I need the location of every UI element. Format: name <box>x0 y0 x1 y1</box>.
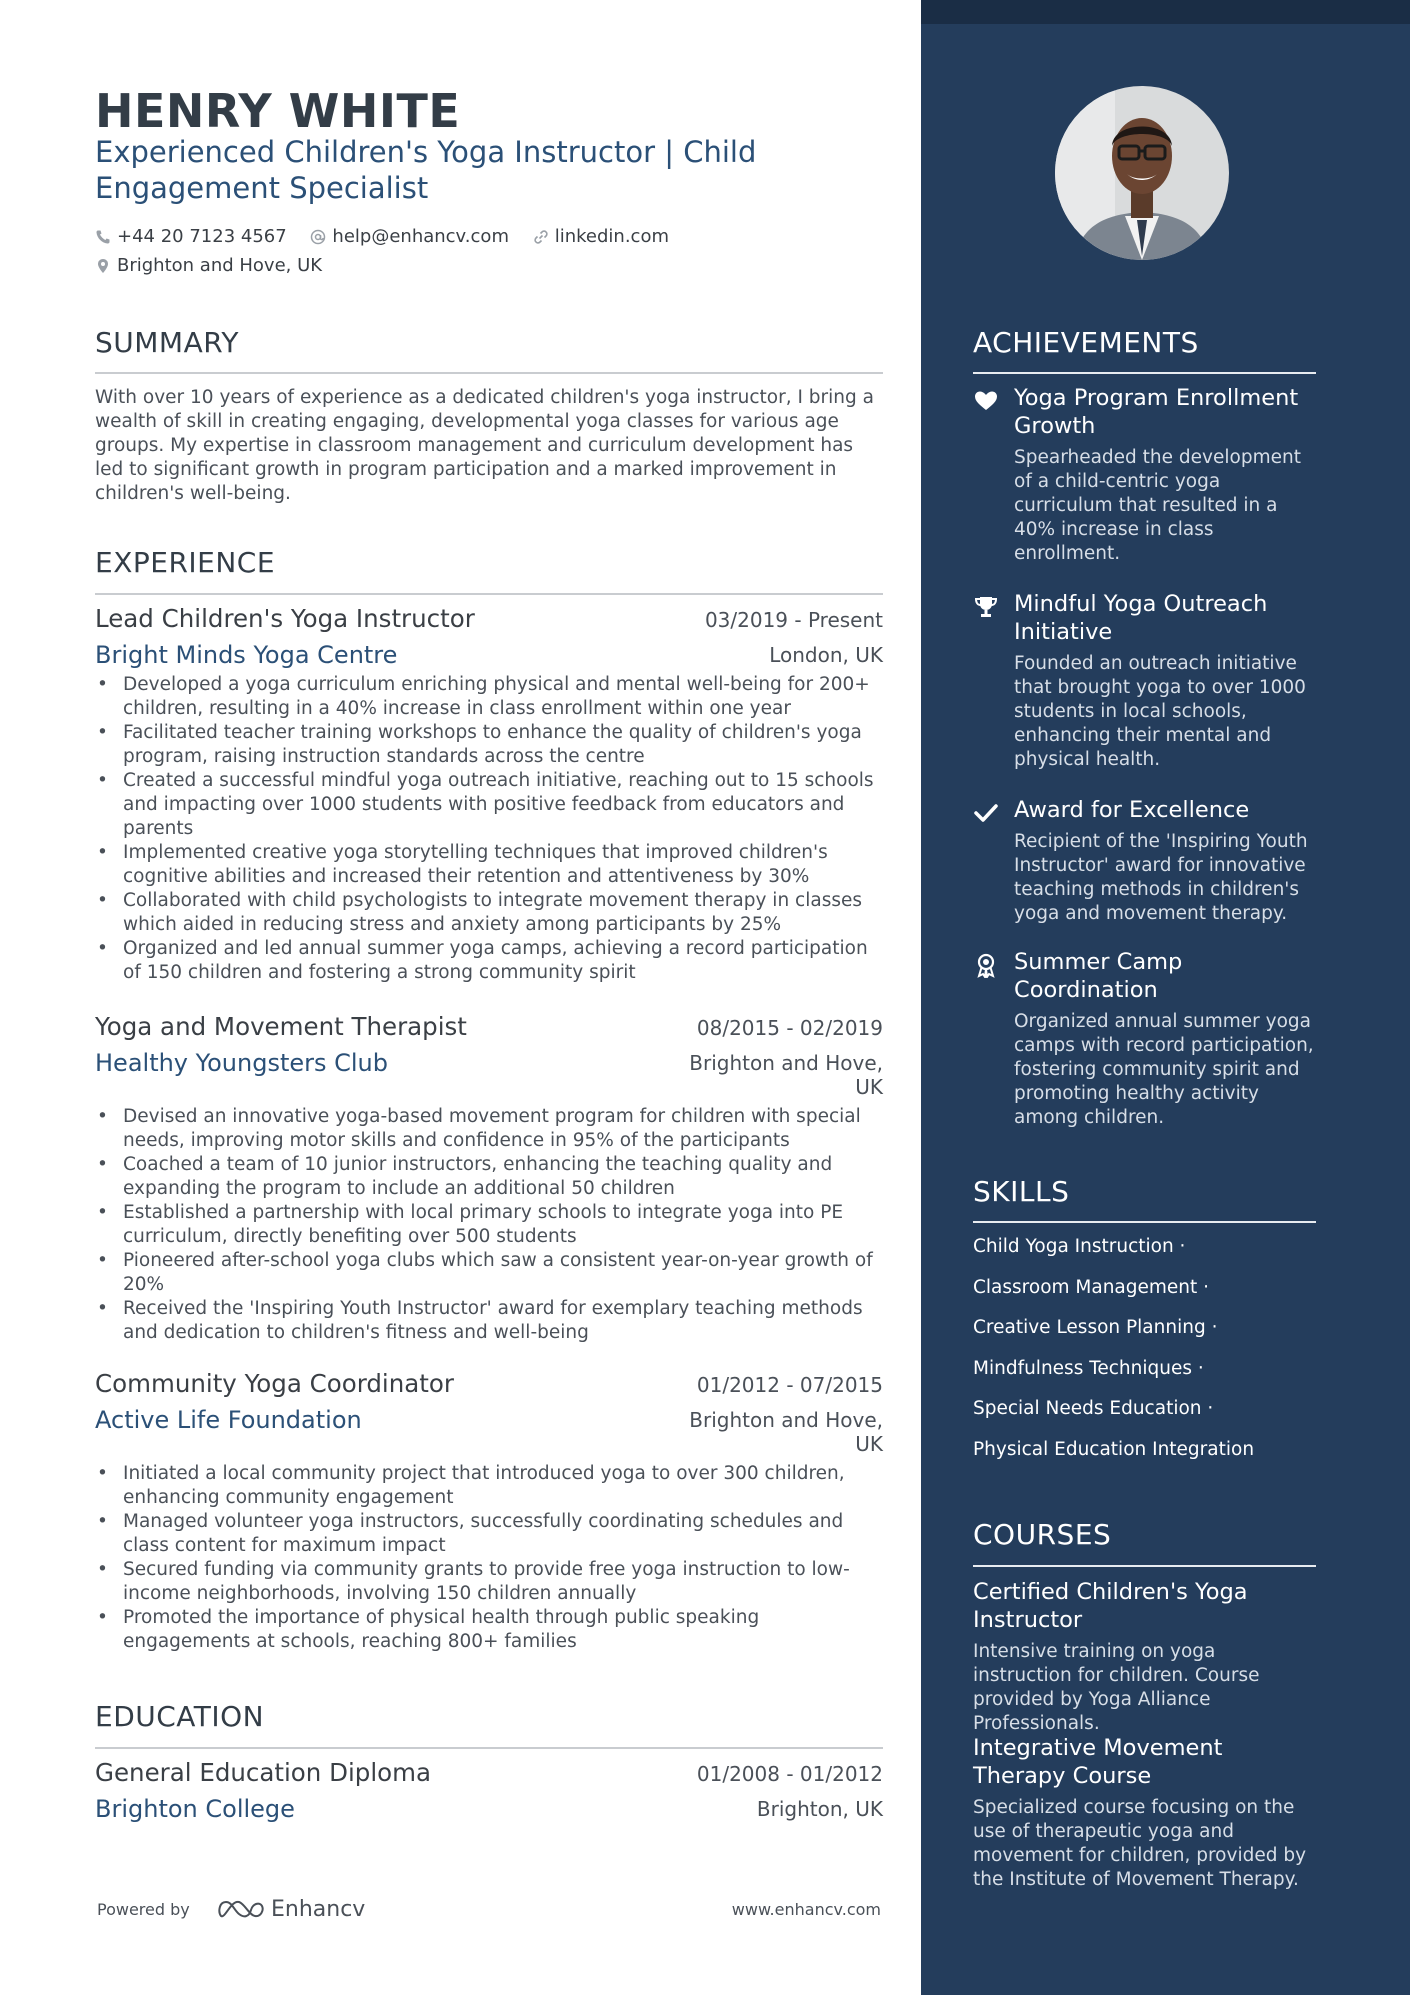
summary-divider <box>95 372 883 374</box>
job-location: Brighton and Hove, UK <box>689 1051 883 1099</box>
contact-info <box>95 224 883 282</box>
summary-heading: SUMMARY <box>95 326 240 359</box>
course-title: Integrative Movement Therapy Course <box>973 1735 1223 1789</box>
link-icon <box>533 229 549 245</box>
powered-by-label: Powered by <box>97 1900 190 1919</box>
achievement-item <box>973 590 1316 772</box>
job-dates: 01/2012 - 07/2015 <box>696 1373 883 1397</box>
bullet-item: • Devised an innovative yoga-based movement program for children with special needs, improving motor skills and confidence in 95% of the participants <box>95 1105 883 1153</box>
job-dates: 08/2015 - 02/2019 <box>696 1016 883 1040</box>
enhancv-logo-icon <box>217 1896 265 1922</box>
phone-number: +44 20 7123 4567 <box>117 226 287 247</box>
phone-contact[interactable] <box>95 224 287 250</box>
website-link[interactable]: www.enhancv.com <box>731 1900 881 1919</box>
skills-heading: SKILLS <box>973 1175 1070 1208</box>
job-bullets <box>95 673 883 985</box>
job-entry <box>95 604 883 985</box>
bullet-item: • Developed a yoga curriculum enriching physical and mental well-being for 200+ children, resulting in a 40% increase in class enrollment within one year <box>95 673 883 721</box>
job-title: Community Yoga Coordinator <box>95 1369 454 1398</box>
achievement-title: Mindful Yoga Outreach Initiative <box>1014 591 1268 645</box>
course-description: Specialized course focusing on the use of therapeutic yoga and movement for children, provided by the Institute of Movement Therapy. <box>973 1797 1307 1890</box>
skill-item: Physical Education Integration <box>973 1439 1255 1460</box>
at-icon <box>310 229 326 245</box>
skill-item: Mindfulness Techniques · <box>973 1358 1204 1379</box>
achievement-description: Recipient of the 'Inspiring Youth Instructor' award for innovative teaching methods in children's yoga and movement therapy. <box>1014 831 1308 924</box>
bullet-item: • Organized and led annual summer yoga camps, achieving a record participation of 150 children and fostering a strong community spirit <box>95 937 883 985</box>
job-bullets <box>95 1462 883 1654</box>
achievement-title: Award for Excellence <box>1014 797 1250 823</box>
email-address: help@enhancv.com <box>332 226 509 247</box>
course-title: Certified Children's Yoga Instructor <box>973 1579 1248 1633</box>
degree-title: General Education Diploma <box>95 1758 432 1787</box>
footer <box>97 1896 881 1926</box>
achievement-item <box>973 948 1316 1130</box>
courses-divider <box>973 1565 1316 1567</box>
job-title: Lead Children's Yoga Instructor <box>95 604 475 633</box>
job-entry <box>95 1369 883 1654</box>
bullet-item: • Created a successful mindful yoga outreach initiative, reaching out to 15 schools and impacting over 1000 students with positive feedback from educators and parents <box>95 769 883 841</box>
bullet-item: • Promoted the importance of physical health through public speaking engagements at schools, reaching 800+ families <box>95 1606 883 1654</box>
candidate-name: HENRY WHITE <box>95 84 461 138</box>
bullet-item: • Collaborated with child psychologists to integrate movement therapy in classes which aided in reducing stress and anxiety among participants by 25% <box>95 889 883 937</box>
job-location: London, UK <box>769 643 883 667</box>
course-item <box>973 1734 1316 1892</box>
bullet-item: • Initiated a local community project that introduced yoga to over 300 children, enhancing community engagement <box>95 1462 883 1510</box>
company-name: Bright Minds Yoga Centre <box>95 641 398 669</box>
skills-divider <box>973 1221 1316 1223</box>
phone-icon <box>95 229 111 245</box>
sidebar <box>921 0 1410 1995</box>
skill-item: Classroom Management · <box>973 1277 1210 1298</box>
achievement-title: Yoga Program Enrollment Growth <box>1014 385 1299 439</box>
email-contact[interactable] <box>310 224 509 250</box>
enhancv-logo[interactable] <box>217 1896 365 1922</box>
job-bullets <box>95 1105 883 1345</box>
bullet-item: • Coached a team of 10 junior instructors, enhancing the teaching quality and expanding the program to include an additional 50 children <box>95 1153 883 1201</box>
course-item <box>973 1578 1316 1736</box>
achievement-description: Organized annual summer yoga camps with record participation, fostering community spirit and promoting healthy activity among children. <box>1014 1011 1314 1128</box>
medal-icon <box>973 952 999 978</box>
school-location: Brighton, UK <box>756 1797 883 1821</box>
courses-heading: COURSES <box>973 1518 1112 1551</box>
trophy-icon <box>973 594 999 620</box>
summary-text: With over 10 years of experience as a dedicated children's yoga instructor, I bring a wealth of skill in creating engaging, developmental yoga classes for various age groups. My expertise in classroom management and curriculum development has led to significant growth in program participation and a marked improvement in children's well-being. <box>95 387 874 504</box>
achievements-heading: ACHIEVEMENTS <box>973 326 1199 359</box>
experience-heading: EXPERIENCE <box>95 546 276 579</box>
location-pin-icon <box>95 258 111 274</box>
education-heading: EDUCATION <box>95 1700 265 1733</box>
bullet-item: • Received the 'Inspiring Youth Instructor' award for exemplary teaching methods and dedication to children's fitness and well-being <box>95 1297 883 1345</box>
achievements-divider <box>973 372 1316 374</box>
bullet-item: • Facilitated teacher training workshops to enhance the quality of children's yoga program, raising instruction standards across the centre <box>95 721 883 769</box>
education-entry <box>95 1758 883 1823</box>
course-description: Intensive training on yoga instruction for children. Course provided by Yoga Alliance Professionals. <box>973 1641 1260 1734</box>
education-dates: 01/2008 - 01/2012 <box>696 1762 883 1786</box>
job-entry <box>95 1012 883 1345</box>
profile-photo <box>1055 86 1229 260</box>
achievement-item <box>973 384 1316 566</box>
sidebar-top-bar <box>921 0 1410 24</box>
achievement-item <box>973 796 1316 926</box>
candidate-headline: Experienced Children's Yoga Instructor | Child Engagement Specialist <box>95 135 757 205</box>
achievement-description: Spearheaded the development of a child-centric yoga curriculum that resulted in a 40% increase in class enrollment. <box>1014 447 1301 564</box>
job-dates: 03/2019 - Present <box>704 608 883 632</box>
company-name: Healthy Youngsters Club <box>95 1049 389 1077</box>
experience-divider <box>95 593 883 595</box>
achievement-title: Summer Camp Coordination <box>1014 949 1183 1003</box>
linkedin-contact[interactable] <box>533 224 669 250</box>
bullet-item: • Implemented creative yoga storytelling techniques that improved children's cognitive abilities and increased their retention and attentiveness by 30% <box>95 841 883 889</box>
school-name: Brighton College <box>95 1795 295 1823</box>
bullet-item: • Managed volunteer yoga instructors, successfully coordinating schedules and class content for maximum impact <box>95 1510 883 1558</box>
heart-icon <box>973 388 999 414</box>
job-location: Brighton and Hove, UK <box>689 1408 883 1456</box>
achievement-description: Founded an outreach initiative that brought yoga to over 1000 students in local schools, enhancing their mental and physical health. <box>1014 653 1306 770</box>
bullet-item: • Pioneered after-school yoga clubs which saw a consistent year-on-year growth of 20% <box>95 1249 883 1297</box>
bullet-item: • Established a partnership with local primary schools to integrate yoga into PE curriculum, directly benefiting over 500 students <box>95 1201 883 1249</box>
bullet-item: • Secured funding via community grants to provide free yoga instruction to low-income neighborhoods, involving 150 children annually <box>95 1558 883 1606</box>
job-title: Yoga and Movement Therapist <box>95 1012 467 1041</box>
skill-item: Child Yoga Instruction · <box>973 1236 1186 1257</box>
skill-item: Special Needs Education · <box>973 1398 1214 1419</box>
avatar <box>1055 86 1229 260</box>
location-text: Brighton and Hove, UK <box>117 255 323 276</box>
skill-item: Creative Lesson Planning · <box>973 1317 1218 1338</box>
linkedin-url: linkedin.com <box>554 226 669 247</box>
enhancv-brand-text: Enhancv <box>271 1896 366 1922</box>
checkmark-icon <box>973 800 999 826</box>
company-name: Active Life Foundation <box>95 1406 362 1434</box>
education-divider <box>95 1747 883 1749</box>
location-contact <box>95 253 322 279</box>
